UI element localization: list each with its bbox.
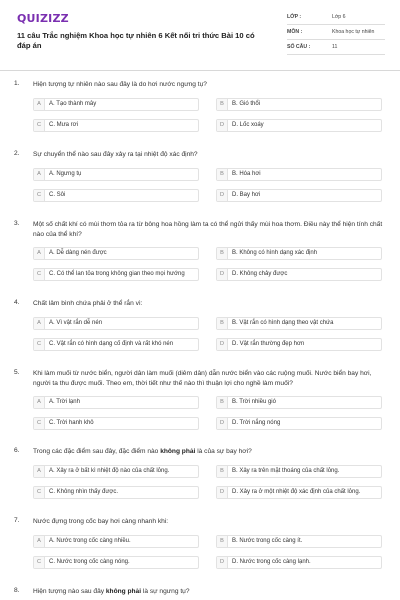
option-text: C. Có thể lan tỏa trong không gian theo mọi hướng: [49, 271, 185, 277]
question-text: [33, 369, 383, 388]
meta-value: Khoa học tự nhiên: [332, 29, 375, 35]
worksheet-header: [0, 0, 400, 64]
option-letter: B: [217, 466, 228, 477]
option-text: B. Hóa hơi: [232, 171, 261, 177]
option-letter: B: [217, 318, 228, 329]
option-letter: D: [217, 557, 228, 568]
meta-key: LỚP :: [287, 14, 302, 20]
option-text: A. Tạo thành mây: [49, 101, 97, 107]
option-letter: B: [217, 397, 228, 408]
meta-key: SỐ CÂU :: [287, 44, 311, 50]
answer-option-c[interactable]: [33, 417, 199, 430]
option-text: C. Nước trong cốc càng nóng.: [49, 559, 130, 565]
question-number: 5.: [14, 369, 20, 376]
option-text: A. Nước trong cốc càng nhiều.: [49, 538, 131, 544]
question-text-part: Một số chất khí có mùi thơm tỏa ra từ bông hoa hồng làm ta có thể ngửi thấy mùi hoa thơm. Điều này thể hiện tính chất nào của thể khí?: [33, 221, 383, 238]
option-text: B. Trời nhiều gió: [232, 399, 276, 405]
meta-row-subject: [287, 25, 385, 40]
option-text: C. Mưa rơi: [49, 122, 78, 128]
option-text: A. Xảy ra ở bất kì nhiệt độ nào của chất lỏng.: [49, 468, 170, 474]
answer-option-d[interactable]: [216, 338, 382, 351]
question-text: [33, 587, 383, 597]
question-text-part: Trong các đặc điểm sau đây, đặc điểm nào: [33, 448, 161, 455]
option-text: A. Trời lạnh: [49, 399, 80, 405]
meta-row-count: [287, 40, 385, 55]
answer-option-a[interactable]: [33, 247, 199, 260]
question-text: [33, 517, 383, 527]
question-text: [33, 220, 383, 239]
answer-option-b[interactable]: [216, 317, 382, 330]
answer-option-b[interactable]: [216, 396, 382, 409]
option-text: B. Vật rắn có hình dạng theo vật chứa: [232, 320, 334, 326]
answer-option-d[interactable]: [216, 556, 382, 569]
option-text: A. Vì vật rắn dễ nén: [49, 320, 103, 326]
question-number: 4.: [14, 299, 20, 306]
answer-option-a[interactable]: [33, 98, 199, 111]
option-text: D. Vật rắn thường đẹp hơn: [232, 341, 305, 347]
question-number: 2.: [14, 150, 20, 157]
answer-option-b[interactable]: [216, 98, 382, 111]
option-text: A. Dễ dàng nén được: [49, 250, 107, 256]
answer-option-c[interactable]: [33, 268, 199, 281]
option-letter: A: [34, 536, 45, 547]
option-text: D. Nước trong cốc càng lạnh.: [232, 559, 311, 565]
meta-value: Lớp 6: [332, 14, 346, 20]
option-letter: D: [217, 269, 228, 280]
quizizz-logo: QUIZIZZ: [17, 12, 69, 25]
answer-option-c[interactable]: [33, 486, 199, 499]
answer-option-d[interactable]: [216, 268, 382, 281]
option-text: D. Bay hơi: [232, 192, 261, 198]
answer-option-b[interactable]: [216, 247, 382, 260]
question-text-part: Sự chuyển thể nào sau đây xảy ra tại nhiệt độ xác định?: [33, 151, 198, 158]
question-text-part: là của sự bay hơi?: [195, 448, 252, 455]
option-text: D. Không chảy được: [232, 271, 288, 277]
answer-option-b[interactable]: [216, 465, 382, 478]
meta-key: MÔN :: [287, 29, 303, 35]
answer-option-a[interactable]: [33, 535, 199, 548]
option-text: C. Trời hanh khô: [49, 420, 94, 426]
answer-option-d[interactable]: [216, 119, 382, 132]
question-text-emphasis: không phải: [105, 588, 142, 595]
answer-option-b[interactable]: [216, 535, 382, 548]
answer-option-c[interactable]: [33, 338, 199, 351]
option-letter: B: [217, 248, 228, 259]
option-text: D. Lốc xoáy: [232, 122, 264, 128]
question-number: 1.: [14, 80, 20, 87]
option-letter: A: [34, 466, 45, 477]
question-text-part: Hiện tượng nào sau đây: [33, 588, 106, 595]
question-number: 7.: [14, 517, 20, 524]
answer-option-c[interactable]: [33, 189, 199, 202]
question-text: [33, 447, 383, 457]
option-letter: D: [217, 190, 228, 201]
option-letter: C: [34, 120, 45, 131]
question-text-part: Chất lâm bình chứa phải ở thể rắn vì:: [33, 300, 143, 307]
option-letter: A: [34, 99, 45, 110]
option-text: C. Vật rắn có hình dạng cố định và rất khó nén: [49, 341, 174, 347]
question-text-emphasis: không phải: [160, 448, 196, 455]
answer-option-a[interactable]: [33, 396, 199, 409]
option-text: C. Không nhìn thấy được.: [49, 489, 118, 495]
option-letter: D: [217, 339, 228, 350]
question-number: 8.: [14, 587, 20, 594]
answer-option-c[interactable]: [33, 119, 199, 132]
option-text: B. Gió thổi: [232, 101, 261, 107]
answer-option-d[interactable]: [216, 417, 382, 430]
option-letter: A: [34, 248, 45, 259]
worksheet-meta: [287, 10, 385, 55]
answer-option-d[interactable]: [216, 189, 382, 202]
question-text-part: Hiện tượng tự nhiên nào sau đây là do hơi nước ngưng tụ?: [33, 81, 207, 88]
option-text: A. Ngưng tụ: [49, 171, 82, 177]
question-number: 6.: [14, 447, 20, 454]
question-text-part: là sự ngưng tụ?: [141, 588, 190, 595]
header-divider: [0, 70, 400, 71]
answer-option-a[interactable]: [33, 465, 199, 478]
option-letter: B: [217, 169, 228, 180]
option-text: D. Trời nắng nóng: [232, 420, 281, 426]
meta-row-class: [287, 10, 385, 25]
answer-option-b[interactable]: [216, 168, 382, 181]
worksheet-title: 11 câu Trắc nghiệm Khoa học tự nhiên 6 Kết nối tri thức Bài 10 có đáp án: [17, 31, 255, 50]
option-text: B. Xảy ra trên mặt thoáng của chất lỏng.: [232, 468, 340, 474]
option-text: B. Không có hình dạng xác định: [232, 250, 318, 256]
answer-option-a[interactable]: [33, 168, 199, 181]
option-letter: A: [34, 169, 45, 180]
option-letter: D: [217, 418, 228, 429]
option-letter: B: [217, 536, 228, 547]
option-letter: C: [34, 339, 45, 350]
option-text: C. Sôi: [49, 192, 66, 198]
answer-option-c[interactable]: [33, 556, 199, 569]
option-text: B. Nước trong cốc càng ít.: [232, 538, 303, 544]
option-letter: A: [34, 397, 45, 408]
meta-value: 11: [332, 44, 338, 50]
question-text: [33, 80, 383, 90]
option-letter: A: [34, 318, 45, 329]
question-text: [33, 150, 383, 160]
question-text-part: Khi làm muối từ nước biển, người dân làm muối (diêm dân) dẫn nước biển vào các ruộng muối. Nước biển bay hơi, người ta thu được muối. Theo em, thời tiết như thế nào thì thuận lợi cho nghề làm muối?: [33, 370, 372, 387]
question-text: [33, 299, 383, 309]
option-letter: D: [217, 120, 228, 131]
option-letter: C: [34, 487, 45, 498]
option-text: D. Xảy ra ở một nhiệt độ xác định của chất lỏng.: [232, 489, 361, 495]
question-number: 3.: [14, 220, 20, 227]
option-letter: C: [34, 418, 45, 429]
option-letter: D: [217, 487, 228, 498]
option-letter: C: [34, 269, 45, 280]
answer-option-d[interactable]: [216, 486, 382, 499]
answer-option-a[interactable]: [33, 317, 199, 330]
option-letter: C: [34, 557, 45, 568]
question-text-part: Nước đựng trong cốc bay hơi càng nhanh khi:: [33, 518, 169, 525]
option-letter: B: [217, 99, 228, 110]
option-letter: C: [34, 190, 45, 201]
